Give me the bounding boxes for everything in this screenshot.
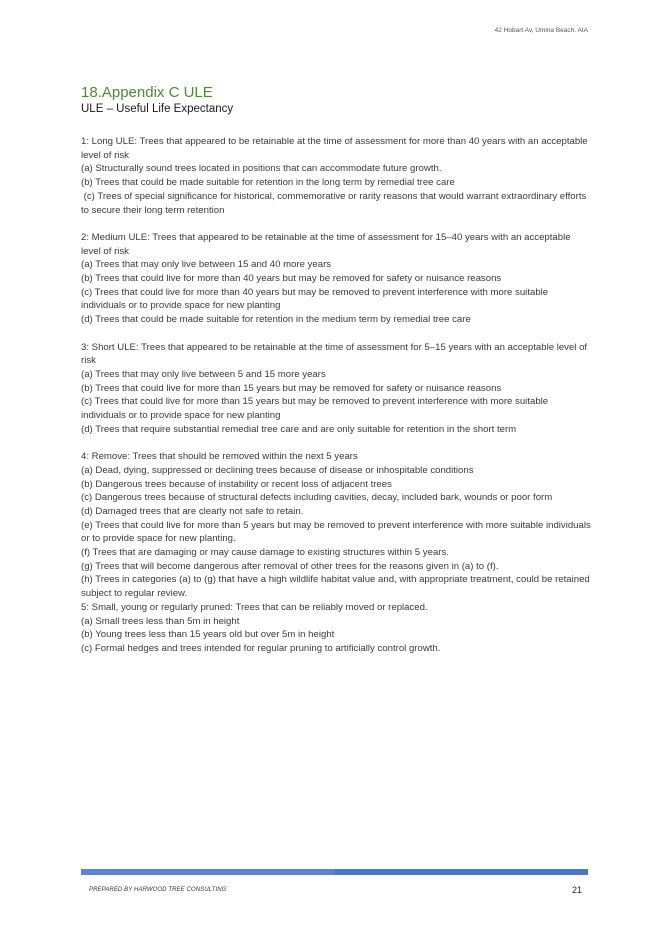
paragraph: (f) Trees that are damaging or may cause damage to existing structures within 5 years. [81,547,449,559]
paragraph: 2: Medium ULE: Trees that appeared to be retainable at the time of assessment for 15–40 years with an acceptable level of risk [81,231,571,257]
paragraph: (h) Trees in categories (a) to (g) that have a high wildlife habitat value and, with appropriate treatment, could be retained subject to regular review. [81,574,590,600]
ule-block-remove-and-small [81,450,591,656]
paragraph: (d) Trees that could be made suitable for retention in the medium term by remedial tree care [81,314,471,326]
paragraph: (b) Dangerous trees because of instability or recent loss of adjacent trees [81,478,392,490]
footer-bar [81,869,588,875]
paragraph: (c) Trees that could live for more than 15 years but may be removed to prevent interference with more suitable individuals or to provide space for new planting [81,396,549,422]
paragraph: (d) Damaged trees that are clearly not safe to retain. [81,505,304,517]
paragraph: (b) Trees that could live for more than 15 years but may be removed for safety or nuisance reasons [81,382,502,394]
footer-bar-segment [81,869,335,875]
ule-block-medium [81,231,591,327]
paragraph: (c) Trees that could live for more than 40 years but may be removed to prevent interference with more suitable individuals or to provide space for new planting [81,286,549,312]
paragraph: (e) Trees that could live for more than 5 years but may be removed to prevent interference with more suitable individuals or to provide space for new planting. [81,519,591,545]
paragraph: (c) Dangerous trees because of structural defects including cavities, decay, included bark, wounds or poor form [81,492,553,504]
ule-content [81,135,591,669]
ule-block-short [81,341,591,437]
paragraph: (a) Trees that may only live between 15 and 40 more years [81,259,332,271]
paragraph: (c) Formal hedges and trees intended for regular pruning to artificially control growth. [81,642,441,654]
page-number: 21 [571,885,582,895]
section-subtitle: ULE – Useful Life Expectancy [81,103,234,115]
paragraph: (a) Structurally sound trees located in positions that can accommodate future growth. [81,163,442,175]
header-address: 42 Hobart Av, Umina Beach. AIA [494,27,588,34]
paragraph: (a) Trees that may only live between 5 and 15 more years [81,368,326,380]
footer-prepared-by: PREPARED BY HARWOOD TREE CONSULTING [89,887,227,893]
paragraph: (b) Young trees less than 15 years old but over 5m in height [81,629,335,641]
paragraph: 3: Short ULE: Trees that appeared to be retainable at the time of assessment for 5–15 years with an acceptable level of risk [81,341,588,367]
paragraph: 5: Small, young or regularly pruned: Trees that can be reliably moved or replaced. [81,601,428,613]
paragraph: (c) Trees of special significance for historical, commemorative or rarity reasons that would warrant extraordinary efforts to secure their long term retention [81,190,589,216]
paragraph: (d) Trees that require substantial remedial tree care and are only suitable for retention in the short term [81,423,517,435]
paragraph: (a) Small trees less than 5m in height [81,615,240,627]
ule-block-long [81,135,591,217]
paragraph: (a) Dead, dying, suppressed or declining trees because of disease or inhospitable conditions [81,464,474,476]
paragraph: 1: Long ULE: Trees that appeared to be retainable at the time of assessment for more than 40 years with an acceptable level of risk [81,136,588,161]
section-title: 18.Appendix C ULE [81,84,213,101]
paragraph: (g) Trees that will become dangerous after removal of other trees for the reasons given in (a) to (f). [81,560,499,572]
paragraph: 4: Remove: Trees that should be removed within the next 5 years [81,451,358,463]
paragraph: (b) Trees that could live for more than 40 years but may be removed for safety or nuisance reasons [81,273,502,285]
paragraph: (b) Trees that could be made suitable for retention in the long term by remedial tree care [81,177,455,189]
